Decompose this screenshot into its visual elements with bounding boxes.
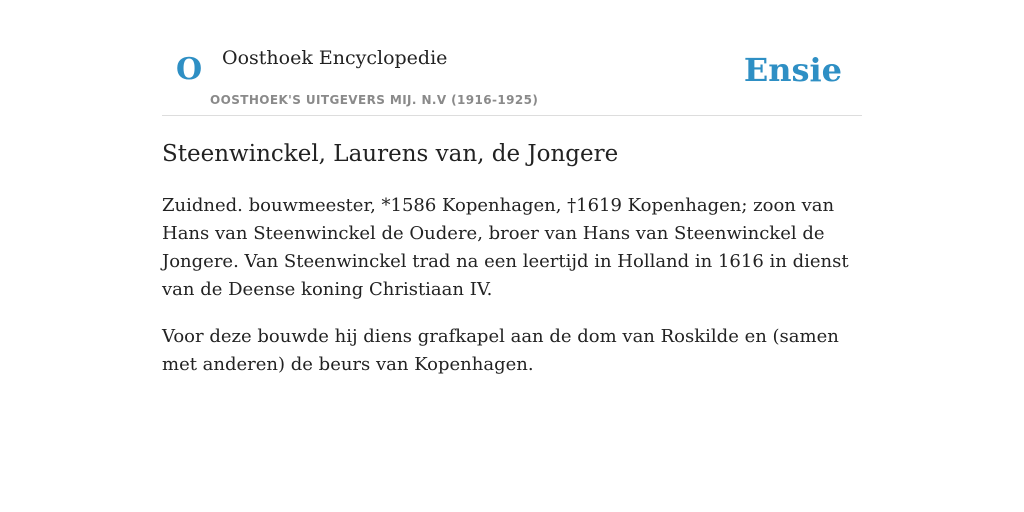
ensie-brand-link[interactable]: Ensie	[743, 51, 842, 89]
article-paragraph: Voor deze bouwde hij diens grafkapel aan de dom van Roskilde en (samen met anderen) de beurs van Kopenhagen.	[162, 326, 839, 375]
article-title: Steenwinckel, Laurens van, de Jongere	[162, 141, 619, 167]
source-logo-icon[interactable]: O	[176, 52, 203, 87]
source-subtitle: OOSTHOEK'S UITGEVERS MIJ. N.V (1916-1925)	[210, 93, 539, 107]
article	[162, 138, 862, 379]
source-title-link[interactable]: Oosthoek Encyclopedie	[222, 47, 448, 69]
source-header	[162, 32, 862, 116]
article-paragraph: Zuidned. bouwmeester, *1586 Kopenhagen, †1619 Kopenhagen; zoon van Hans van Steenwinckel de Oudere, broer van Hans van Steenwinckel de Jongere. Van Steenwinckel trad na een leertijd in Holland in 1616 in dienst van de Deense koning Christiaan IV.	[162, 195, 849, 300]
